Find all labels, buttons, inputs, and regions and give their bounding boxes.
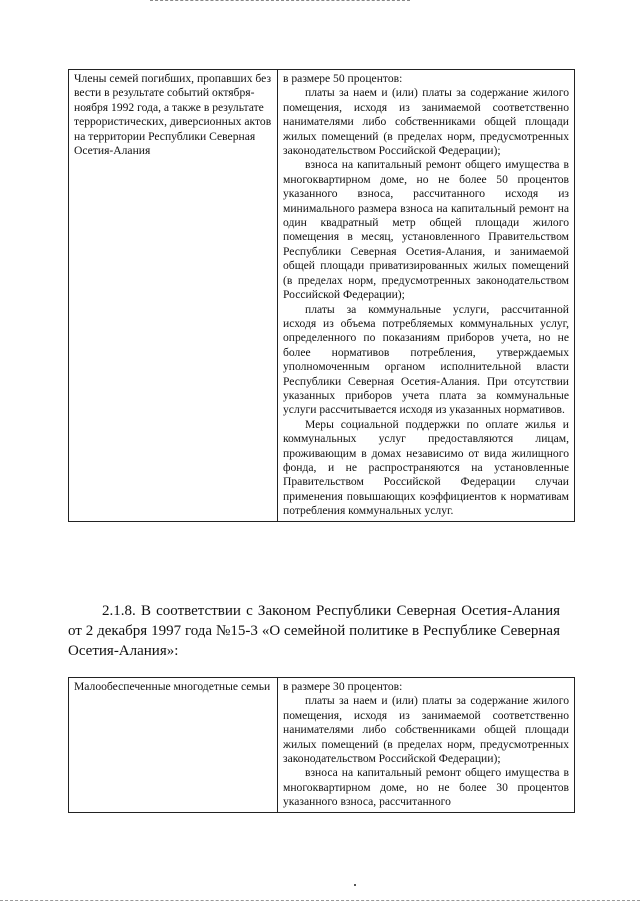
benefits-table-2 [68,677,575,813]
benefit-paragraph: платы за наем и (или) платы за содержание жилого помещения, исходя из занимаемой соответственно нанимателями либо собственниками общей площади жилых помещений (в пределах норм, предусмотренных законодательством Российской Федерации); [283,694,569,766]
benefit-paragraph: Меры социальной поддержки по оплате жилья и коммунальных услуг предоставляются лицам, проживающим в домах независимо от вида жилищного фонда, и не распространяются на установленные Правительством Российской Федерации случаи применения повышающих коэффициентов к нормативам потребления коммунальных услуг. [283,417,569,518]
scan-artifact-bottom [0,900,640,904]
benefit-paragraph: взноса на капитальный ремонт общего имущества в многоквартирном доме, но не более 50 процентов указанного взноса, рассчитанного исходя из минимального размера взноса на капитальный ремонт на один квадратный метр общей площади жилого помещения в месяц, установленного Правительством Республики Северная Осетия-Алания, и занимаемой общей площади приватизированных жилых помещений (в пределах норм, предусмотренных законодательством Российской Федерации); [283,158,569,302]
benefit-paragraph: взноса на капитальный ремонт общего имущества в многоквартирном доме, но не более 30 процентов указанного взноса, рассчитанного [283,766,569,809]
benefit-description-cell [278,678,575,813]
benefit-paragraph: платы за наем и (или) платы за содержание жилого помещения, исходя из занимаемой соответственно нанимателями либо собственниками общей площади жилых помещений (в пределах норм, предусмотренных законодательством Российской Федерации); [283,86,569,158]
benefit-paragraph: в размере 50 процентов: [283,72,403,85]
scan-speck [354,884,356,886]
recipient-category-cell [69,678,278,813]
benefits-table-1 [68,69,575,522]
clause-2-1-8 [68,601,560,661]
benefit-paragraph: платы за коммунальные услуги, рассчитанной исходя из объема потребляемых коммунальных услуг, определенного по показаниям приборов учета, но не более нормативов потребления, утверждаемых уполномоченным органом исполнительной власти Республики Северная Осетия-Алания. При отсутствии указанных приборов учета плата за коммунальные услуги рассчитывается исходя из указанных нормативов. [283,302,569,417]
recipient-category-text: Малообеспеченные многодетные семьи [74,680,271,693]
scan-artifact-top [150,0,410,3]
clause-text: 2.1.8. В соответствии с Законом Республики Северная Осетия-Алания от 2 декабря 1997 года №15-3 «О семейной политике в Республике Северная Осетия-Алания»: [68,603,560,659]
benefit-description-cell [278,70,575,522]
recipient-category-text: Члены семей погибших, пропавших без вести в результате событий октября-ноября 1992 года, а также в результате террористических, диверсионных актов на территории Республики Северная Осетия-Алания [74,72,272,158]
recipient-category-cell [69,70,278,522]
benefit-paragraph: в размере 30 процентов: [283,680,403,693]
table-row [69,678,575,813]
table-row [69,70,575,522]
